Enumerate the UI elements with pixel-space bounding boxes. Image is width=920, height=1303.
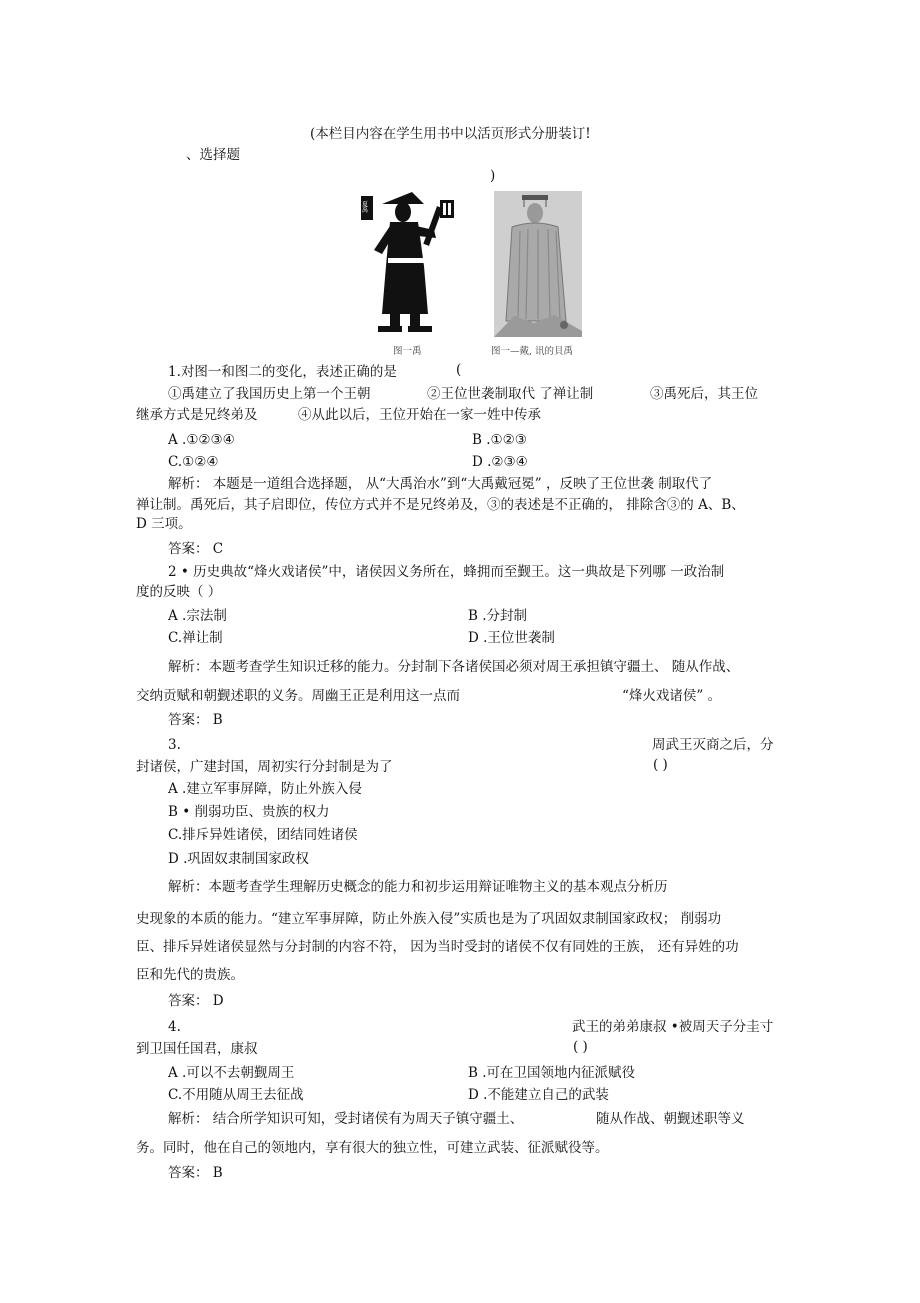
q3-paren: ( ): [653, 757, 668, 773]
q2-option-d[interactable]: D .王位世袭制: [468, 630, 555, 646]
q4-option-b[interactable]: B .可在卫国领地内征派赋役: [468, 1065, 636, 1081]
q1-statement-3-cont: 继承方式是兄终弟及: [136, 407, 258, 423]
q1-statement-2: ②王位世袭制取代 了禅让制: [427, 386, 594, 402]
q1-answer: 答案： C: [168, 541, 224, 557]
section-title: 、选择题: [186, 147, 240, 163]
q2-stem-1: 2 • 历史典故“烽火戏诸侯”中，诸侯因义务所在，蜂拥而至觐王。这一典故是下列哪 一政治制: [168, 564, 725, 580]
q3-option-b[interactable]: B • 削弱功臣、贵族的权力: [168, 804, 330, 820]
q3-stem-1: 周武王灭商之后，分: [652, 737, 774, 753]
figure-crowned-yu-illustration: [494, 191, 582, 337]
q4-number: 4.: [168, 1019, 181, 1035]
q3-option-c[interactable]: C.排斥异姓诸侯，团结同姓诸侯: [168, 827, 358, 843]
q1-explanation-1: 解析： 本题是一道组合选择题， 从“大禹治水”到“大禹戴冠冕” ，反映了王位世袭 制取代了: [168, 476, 713, 492]
q1-stem: 1.对图一和图二的变化，表述正确的是: [168, 364, 397, 380]
q4-option-c[interactable]: C.不用随从周王去征战: [168, 1087, 304, 1103]
q4-explanation-2: 务。同时，他在自己的领地内，享有很大的独立性，可建立武装、征派赋役等。: [136, 1140, 609, 1156]
q1-explanation-3: D 三项。: [136, 516, 192, 532]
q4-paren: ( ): [573, 1039, 588, 1055]
q3-explanation-2: 史现象的本质的能力。“建立军事屏障，防止外族入侵”实质也是为了巩固奴隶制国家政权； 削弱功: [136, 911, 722, 927]
q2-option-a[interactable]: A .宗法制: [168, 608, 227, 624]
q4-option-d[interactable]: D .不能建立自己的武装: [468, 1087, 609, 1103]
figure-yu: [360, 188, 462, 338]
q2-option-b[interactable]: B .分封制: [468, 608, 528, 624]
q1-statement-1: ①禹建立了我国历史上第一个王朝: [168, 386, 371, 402]
figure-crowned-yu-caption: 图一—戴, 讯的貝禹: [491, 346, 574, 357]
binding-note: (本栏目内容在学生用书中以活页形式分册装订!: [310, 126, 591, 142]
q4-answer: 答案： B: [168, 1165, 223, 1181]
q2-answer: 答案： B: [168, 712, 223, 728]
q3-explanation-3: 臣、排斥异姓诸侯显然与分封制的内容不符， 因为当时受封的诸侯不仅有同姓的王族， 还有异姓的功: [136, 939, 739, 955]
figure-crowned-yu: [494, 191, 582, 337]
q1-option-d[interactable]: D .②③④: [472, 454, 528, 470]
q1-statement-4: ④从此以后，王位开始在一家一姓中传承: [298, 407, 541, 423]
q4-stem-2: 到卫国任国君，康叔: [136, 1041, 258, 1057]
q3-explanation-4: 臣和先代的贵族。: [136, 967, 244, 983]
figure-yu-illustration: [360, 188, 462, 338]
q1-statement-3: ③禹死后，其王位: [650, 386, 758, 402]
q2-option-c[interactable]: C.禅让制: [168, 630, 223, 646]
q3-option-d[interactable]: D .巩固奴隶制国家政权: [168, 851, 309, 867]
q1-paren: (: [456, 362, 462, 378]
q1-option-c[interactable]: C.①②④: [168, 454, 219, 470]
q2-explanation-2b: “烽火戏诸侯” 。: [622, 688, 722, 704]
header-close-paren: ): [490, 168, 496, 184]
q2-explanation-2a: 交纳贡赋和朝觐述职的义务。周幽王正是利用这一点而: [136, 688, 460, 704]
q3-option-a[interactable]: A .建立军事屏障，防止外族入侵: [168, 781, 362, 797]
q3-number: 3.: [168, 737, 181, 753]
q3-answer: 答案： D: [168, 993, 224, 1009]
q3-explanation-1: 解析：本题考查学生理解历史概念的能力和初步运用辩证唯物主义的基本观点分析历: [168, 879, 668, 895]
q2-stem-2: 度的反映（ ）: [136, 584, 222, 600]
q1-explanation-2: 禅让制。禹死后，其子启即位，传位方式并不是兄终弟及，③的表述是不正确的， 排除含③的 A、B、: [136, 497, 745, 513]
q1-option-b[interactable]: B .①②③: [472, 432, 527, 448]
q3-stem-2: 封诸侯，广建封国，周初实行分封制是为了: [136, 759, 393, 775]
q4-option-a[interactable]: A .可以不去朝觐周王: [168, 1065, 295, 1081]
q4-stem-1: 武王的弟弟康叔 •被周天子分圭寸: [572, 1019, 774, 1035]
q4-explanation-1b: 随从作战、朝觐述职等义: [596, 1111, 745, 1127]
figure-yu-caption: 图一禹: [393, 346, 422, 357]
q2-explanation-1: 解析：本题考查学生知识迁移的能力。分封制下各诸侯国必须对周王承担镇守疆土、 随从作战、: [168, 659, 740, 675]
q1-option-a[interactable]: A .①②③④: [168, 432, 235, 448]
figure-yu-badge: 夏禹: [362, 201, 369, 214]
q4-explanation-1a: 解析： 结合所学知识可知，受封诸侯有为周天子镇守疆土、: [168, 1111, 524, 1127]
